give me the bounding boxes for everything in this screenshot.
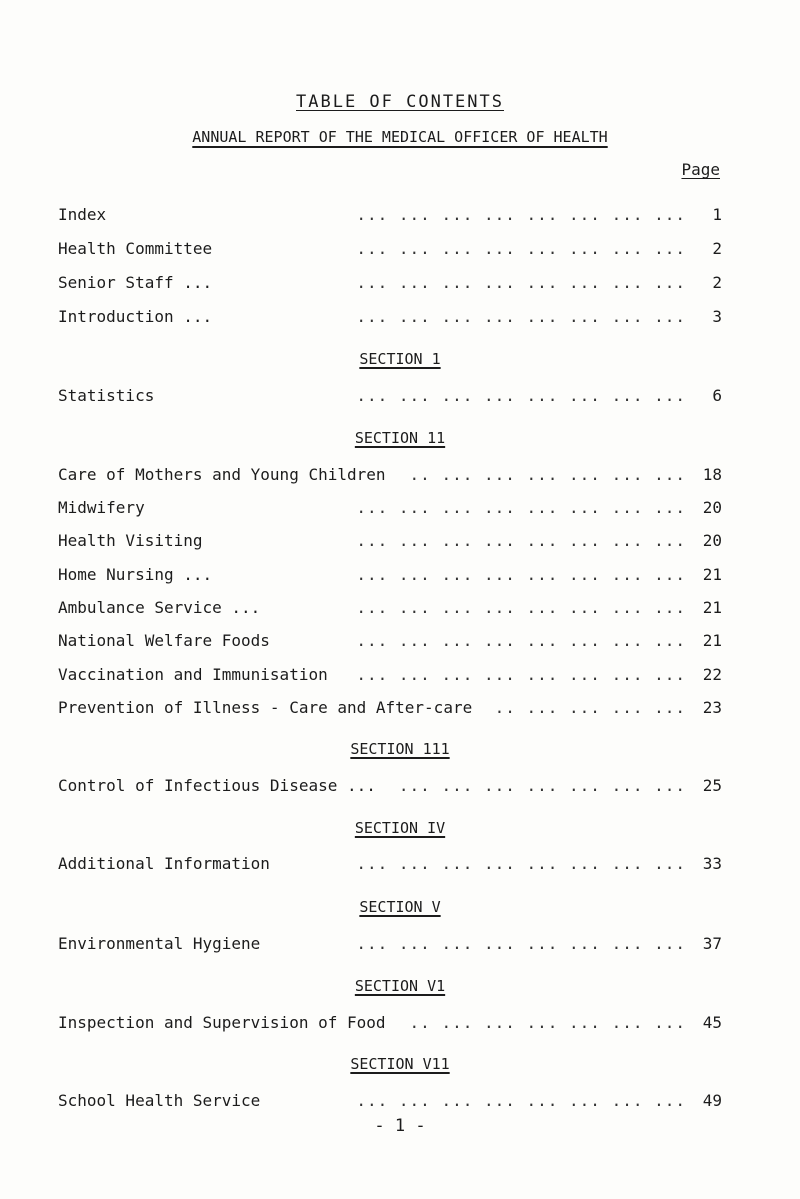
toc-entry [58,238,722,260]
toc-entry-page: 20 [702,531,722,550]
page-column-header: Page [681,160,720,179]
dot-leader: ... ... ... ... ... ... ... ... [356,631,686,650]
toc-entry-title: Ambulance Service ... [58,598,261,617]
dot-leader: ... ... ... ... ... ... ... ... [356,498,686,517]
toc-entry [58,204,722,226]
dot-leader: ... ... ... ... ... ... ... [398,776,686,795]
toc-entry [58,775,722,797]
section-heading: SECTION V [359,898,441,916]
toc-entry-title: Vaccination and Immunisation [58,665,328,684]
toc-entry [58,497,722,519]
toc-entry [58,1090,722,1112]
toc-entry-title: Care of Mothers and Young Children [58,465,386,484]
toc-entry-title: Prevention of Illness - Care and After-care [58,698,473,717]
toc-entry [58,464,722,486]
toc-entry-page: 2 [712,273,722,292]
toc-entry-page: 21 [702,598,722,617]
dot-leader: ... ... ... ... ... ... ... ... [356,934,686,953]
document-title: TABLE OF CONTENTS [296,92,504,112]
toc-entry [58,1012,722,1034]
toc-entry [58,272,722,294]
toc-entry-title: Introduction ... [58,307,213,326]
toc-entry-page: 18 [702,465,722,484]
toc-entry-title: Health Visiting [58,531,203,550]
toc-entry-page: 45 [702,1013,722,1032]
toc-entry-title: National Welfare Foods [58,631,270,650]
report-subtitle: ANNUAL REPORT OF THE MEDICAL OFFICER OF HEALTH [192,128,608,146]
section-heading: SECTION V11 [350,1055,450,1073]
toc-entry-page: 3 [712,307,722,326]
dot-leader: .. ... ... ... ... ... ... [409,1013,686,1032]
dot-leader: ... ... ... ... ... ... ... ... [356,531,686,550]
toc-entry-title: Environmental Hygiene [58,934,261,953]
toc-entry-page: 23 [702,698,722,717]
toc-entry [58,306,722,328]
section-heading: SECTION 11 [354,429,446,447]
toc-entry-title: Senior Staff ... [58,273,213,292]
toc-entry [58,664,722,686]
toc-entry [58,530,722,552]
dot-leader: .. ... ... ... ... [494,698,686,717]
toc-entry [58,597,722,619]
toc-entry [58,697,722,719]
dot-leader: ... ... ... ... ... ... ... ... [356,598,686,617]
toc-entry-page: 22 [702,665,722,684]
toc-entry-page: 49 [702,1091,722,1110]
toc-entry-title: School Health Service [58,1091,261,1110]
dot-leader: ... ... ... ... ... ... ... ... [356,239,686,258]
section-heading: SECTION IV [354,819,446,837]
toc-entry-title: Additional Information [58,854,270,873]
toc-entry-page: 20 [702,498,722,517]
toc-entry-title: Health Committee [58,239,213,258]
toc-entry-page: 21 [702,565,722,584]
dot-leader: ... ... ... ... ... ... ... ... [356,307,686,326]
dot-leader: ... ... ... ... ... ... ... ... [356,386,686,405]
dot-leader: ... ... ... ... ... ... ... ... [356,854,686,873]
toc-entry-title: Inspection and Supervision of Food [58,1013,386,1032]
toc-entry [58,853,722,875]
dot-leader: ... ... ... ... ... ... ... ... [356,205,686,224]
dot-leader: ... ... ... ... ... ... ... ... [356,1091,686,1110]
toc-entry-title: Statistics [58,386,155,405]
toc-entry-page: 1 [712,205,722,224]
dot-leader: ... ... ... ... ... ... ... ... [356,273,686,292]
toc-entry-page: 2 [712,239,722,258]
toc-entry-page: 25 [702,776,722,795]
page-number-footer: - 1 - [374,1116,426,1136]
section-heading: SECTION 111 [350,740,450,758]
toc-entry-page: 37 [702,934,722,953]
toc-entry-title: Home Nursing ... [58,565,213,584]
toc-entry [58,933,722,955]
toc-entry [58,385,722,407]
toc-entry [58,564,722,586]
dot-leader: ... ... ... ... ... ... ... ... [356,565,686,584]
toc-entry-title: Index [58,205,107,224]
section-heading: SECTION 1 [359,350,441,368]
dot-leader: .. ... ... ... ... ... ... [409,465,686,484]
toc-entry-page: 33 [702,854,722,873]
section-heading: SECTION V1 [354,977,446,995]
toc-entry-page: 21 [702,631,722,650]
dot-leader: ... ... ... ... ... ... ... ... [356,665,686,684]
toc-entry [58,630,722,652]
toc-entry-title: Control of Infectious Disease ... [58,776,376,795]
toc-entry-page: 6 [712,386,722,405]
toc-entry-title: Midwifery [58,498,145,517]
